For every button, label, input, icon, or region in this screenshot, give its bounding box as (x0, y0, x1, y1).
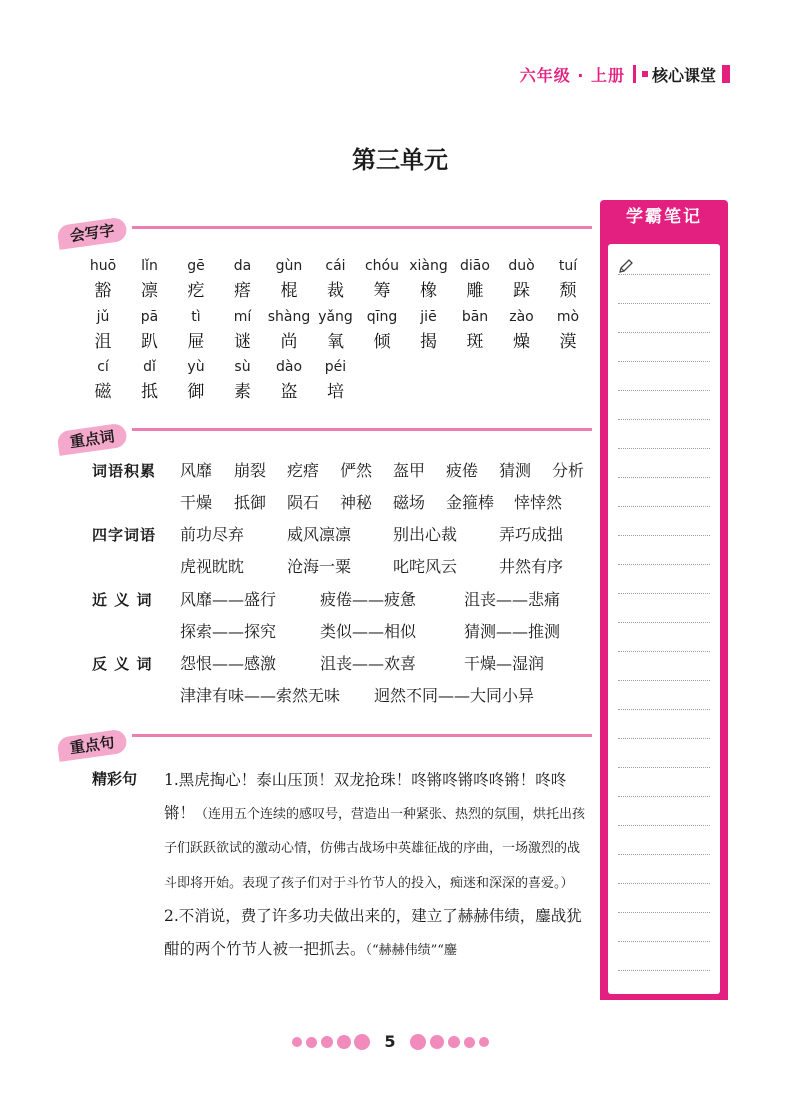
section-divider-sentences (132, 734, 592, 737)
footer-dot (321, 1036, 333, 1048)
vocab-word: 类似——相似 (320, 622, 417, 641)
footer-dot (306, 1037, 317, 1048)
hanzi: 跺 (513, 281, 530, 301)
pinyin: tuí (558, 258, 578, 274)
character-cell (406, 258, 452, 301)
character-cell (359, 258, 405, 301)
character-cell (80, 309, 126, 352)
hanzi: 颓 (559, 281, 577, 301)
sentence-list (164, 764, 588, 968)
footer-dot (464, 1037, 475, 1048)
notes-line (618, 361, 710, 362)
notes-line (618, 680, 710, 681)
footer-dot (479, 1037, 489, 1047)
character-cell (406, 309, 452, 352)
hanzi: 燥 (513, 332, 530, 352)
notes-line (618, 709, 710, 710)
pinyin: qīng (366, 309, 398, 325)
vocab-word: 磁场 (393, 493, 426, 512)
vocab-word: 虎视眈眈 (180, 557, 245, 576)
vocab-word: 抵御 (234, 493, 267, 512)
vocab-word: 疲倦——疲惫 (320, 590, 417, 609)
hanzi: 漠 (559, 332, 577, 352)
section-tag-writing: 会写字 (56, 217, 128, 250)
pinyin: xiàng (409, 258, 448, 274)
header-square-icon (642, 71, 648, 77)
sentence-2-text: 2.不消说，费了许多功夫做出来的，建立了赫赫伟绩，鏖战犹酣的两个竹节人被一把抓去。 (164, 907, 582, 958)
notes-line (618, 941, 710, 942)
notes-line (618, 332, 710, 333)
pinyin: shàng (267, 309, 311, 325)
notes-line (618, 767, 710, 768)
notes-line (618, 448, 710, 449)
section-divider-words (132, 428, 592, 431)
pinyin: tì (191, 309, 201, 325)
notes-line (618, 738, 710, 739)
footer-dot (448, 1036, 460, 1048)
pinyin: sù (234, 359, 251, 375)
sentence-1 (164, 764, 588, 900)
pinyin: yǎng (318, 309, 353, 325)
notes-line (618, 854, 710, 855)
character-cell (127, 359, 173, 402)
vocab-word: 沮丧——欢喜 (320, 654, 417, 673)
pinyin: zào (509, 309, 534, 325)
hanzi: 磁 (94, 382, 112, 402)
pinyin: jǔ (96, 309, 110, 325)
hanzi: 裁 (327, 281, 344, 301)
page-header (520, 62, 730, 86)
vocab-word: 叱咤风云 (393, 557, 458, 576)
pinyin: duò (508, 258, 535, 274)
pencil-icon (618, 258, 634, 274)
character-cell (173, 258, 219, 301)
pinyin: da (233, 258, 252, 274)
hanzi: 橡 (420, 281, 437, 301)
character-cell (80, 258, 126, 301)
vocab-word: 威风凛凛 (287, 525, 352, 544)
character-cell (452, 258, 498, 301)
vocab-word: 金箍棒 (446, 493, 495, 512)
vocab-word: 干燥 (180, 493, 213, 512)
vocab-word: 怨恨——感激 (180, 654, 277, 673)
vocab-word: 弄巧成拙 (499, 525, 564, 544)
character-cell (127, 258, 173, 301)
pinyin: dào (275, 359, 303, 375)
footer-dot (337, 1035, 351, 1049)
vocab-word: 陨石 (287, 493, 320, 512)
hanzi: 瘩 (234, 281, 251, 301)
character-cell (499, 258, 545, 301)
vocab-word: 疙瘩 (287, 461, 320, 480)
vocab-word: 井然有序 (499, 557, 564, 576)
notes-line (618, 506, 710, 507)
notes-line (618, 622, 710, 623)
notes-line (618, 651, 710, 652)
vocab-label-synonyms: 近 义 词 (92, 591, 153, 609)
character-cell (220, 309, 266, 352)
vocab-word: 别出心裁 (393, 525, 458, 544)
hanzi: 尚 (280, 332, 298, 352)
hanzi: 筹 (373, 281, 391, 301)
notes-line (618, 303, 710, 304)
footer-dot (430, 1035, 444, 1049)
pinyin: lǐn (141, 258, 158, 274)
page-number: 5 (384, 1032, 396, 1051)
hanzi: 盗 (280, 382, 298, 402)
vocab-label-accumulation: 词语积累 (92, 462, 157, 480)
pinyin: dǐ (143, 359, 156, 375)
grade-label: 六年级 · 上册 (519, 65, 625, 85)
notes-line (618, 477, 710, 478)
vocab-word: 探索——探究 (180, 622, 277, 641)
character-cell (313, 309, 359, 352)
notes-line (618, 970, 710, 971)
character-cell (266, 258, 312, 301)
hanzi: 御 (187, 382, 205, 402)
vocab-word: 俨然 (340, 461, 373, 480)
page-footer (0, 1030, 800, 1054)
hanzi: 凛 (141, 281, 158, 301)
vocab-word: 津津有味——索然无味 (180, 686, 341, 705)
section-tag-words: 重点词 (56, 423, 128, 456)
hanzi: 谜 (234, 332, 251, 352)
hanzi: 疙 (187, 281, 205, 301)
character-cell (313, 258, 359, 301)
vocab-word: 迥然不同——大同小异 (374, 686, 535, 705)
character-cell (173, 359, 219, 402)
character-cell (266, 309, 312, 352)
character-cell (266, 359, 312, 402)
pinyin: péi (324, 359, 347, 375)
character-cell (452, 309, 498, 352)
character-cell (499, 309, 545, 352)
notes-line (618, 390, 710, 391)
hanzi: 倾 (373, 332, 391, 352)
notes-line (618, 564, 710, 565)
vocab-word: 盔甲 (393, 461, 426, 480)
hanzi: 斑 (466, 332, 484, 352)
footer-dot (292, 1037, 302, 1047)
notes-paper (608, 244, 720, 994)
sentence-2 (164, 900, 588, 967)
hanzi: 棍 (280, 281, 298, 301)
vocab-word: 崩裂 (234, 461, 267, 480)
notes-line (618, 274, 710, 275)
notes-line (618, 825, 710, 826)
vocab-word: 沮丧——悲痛 (464, 590, 561, 609)
hanzi: 培 (327, 382, 344, 402)
character-cell (545, 309, 591, 352)
notes-title: 学霸笔记 (600, 200, 728, 234)
vocab-label-idioms: 四字词语 (92, 526, 157, 544)
vocab-word: 神秘 (340, 493, 373, 512)
footer-dot (354, 1034, 370, 1050)
vocab-word: 悻悻然 (514, 493, 563, 512)
vocab-word: 分析 (552, 461, 585, 480)
pinyin: chóu (364, 258, 399, 274)
pinyin: jiē (420, 309, 437, 325)
vocab-word: 风靡 (180, 461, 213, 480)
vocab-word: 沧海一粟 (287, 557, 352, 576)
hanzi: 豁 (94, 281, 112, 301)
pinyin: diāo (460, 258, 490, 274)
vocab-word: 前功尽弃 (180, 525, 245, 544)
footer-dot (410, 1034, 426, 1050)
pinyin: mò (556, 309, 580, 325)
hanzi: 氧 (327, 332, 344, 352)
vocab-word: 干燥—湿润 (464, 654, 545, 673)
vocab-word: 猜测——推测 (464, 622, 561, 641)
header-bar (722, 65, 730, 83)
hanzi: 沮 (94, 332, 112, 352)
character-cell (545, 258, 591, 301)
section-divider-writing (132, 226, 592, 229)
pinyin: mí (233, 309, 252, 325)
notes-line (618, 419, 710, 420)
pinyin: bān (461, 309, 489, 325)
sentence-1-text: 1.黑虎掏心！泰山压顶！双龙抢珠！咚锵咚锵咚咚锵！咚咚锵！ (164, 771, 567, 822)
character-cell (313, 359, 359, 402)
sentence-1-note: （连用五个连续的感叹号，营造出一种紧张、热烈的氛围，烘托出孩子们跃跃欲试的激动心情，仿佛古战场中英雄征战的序曲，一场激烈的战斗即将开始。表现了孩子们对于斗竹节人的投入，痴迷和深深的喜爱。） (164, 806, 586, 891)
section-tag-sentences: 重点句 (56, 729, 128, 762)
hanzi: 趴 (141, 332, 158, 352)
notes-line (618, 535, 710, 536)
notes-line (618, 796, 710, 797)
character-cell (359, 309, 405, 352)
course-label: 核心课堂 (651, 65, 716, 85)
hanzi: 素 (234, 382, 251, 402)
character-cell (173, 309, 219, 352)
character-cell (220, 258, 266, 301)
pinyin: gē (187, 258, 205, 274)
vocab-word: 风靡——盛行 (180, 590, 277, 609)
pinyin: yù (187, 359, 205, 375)
hanzi: 揭 (420, 332, 437, 352)
vocab-label-antonyms: 反 义 词 (92, 655, 153, 673)
hanzi: 屉 (187, 332, 205, 352)
unit-title: 第三单元 (352, 146, 448, 174)
vocab-word: 疲倦 (446, 461, 479, 480)
notes-line (618, 593, 710, 594)
pinyin: pā (140, 309, 159, 325)
character-cell (80, 359, 126, 402)
sentence-label: 精彩句 (92, 770, 138, 788)
pinyin: cái (325, 258, 346, 274)
notes-line (618, 883, 710, 884)
character-cell (127, 309, 173, 352)
vocab-word: 猜测 (499, 461, 532, 480)
pinyin: gùn (275, 258, 303, 274)
pinyin: huō (89, 258, 117, 274)
pinyin: cí (97, 359, 109, 375)
notes-line (618, 912, 710, 913)
header-divider (633, 65, 636, 83)
hanzi: 雕 (466, 281, 484, 301)
character-cell (220, 359, 266, 402)
sentence-2-note: （“赫赫伟绩”“鏖 (365, 942, 457, 958)
hanzi: 抵 (141, 382, 158, 402)
